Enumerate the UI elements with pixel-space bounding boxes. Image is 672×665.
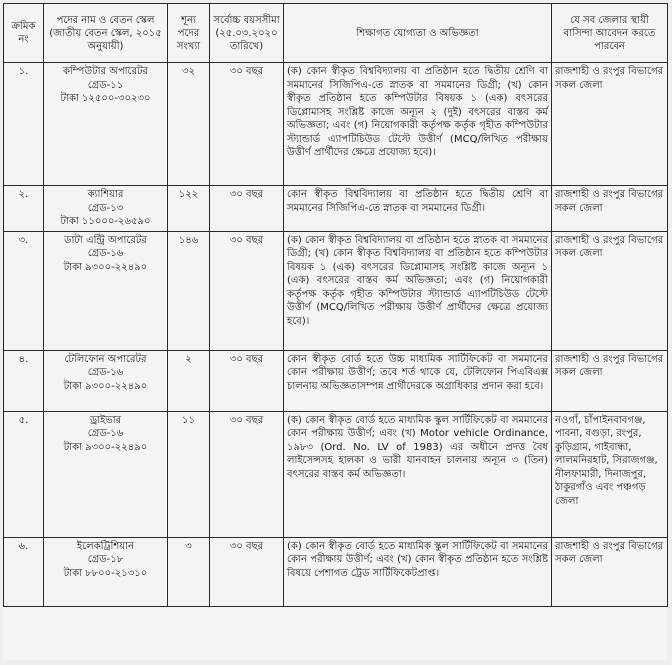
post-name: ক্যাশিয়ার	[87, 189, 124, 200]
post-name: কম্পিউটার অপারেটর	[62, 66, 149, 77]
vacancy-cell: ১২২	[168, 186, 210, 232]
post-name: টেলিফোন অপারেটর	[64, 353, 147, 365]
district-cell: রাজশাহী ও রংপুর বিভাগের সকল জেলা	[552, 350, 668, 411]
header-post: পদের নাম ও বেতন স্কেল (জাতীয় বেতন স্কেল, ২০১৫ অনুযায়ী)	[44, 4, 168, 63]
post-grade: গ্রেড-১১	[87, 79, 124, 91]
serial-cell: ২.	[4, 186, 44, 232]
qualification-cell: (ক) কোন স্বীকৃত বোর্ড হতে মাধ্যমিক স্কুল সার্টিফিকেট বা সমমানের কোন পরীক্ষায় উত্তীর্ণ; এবং (খ) Motor vehicle Ordinance, ১৯৮৩ (Ord. No. LV of 1983) এর অধীনে প্রদত্ত বৈধ লাইসেন্সসহ হালকা ও ভারী যানবাহন চালনায় অন্যূন ৩ (তিন) বৎসরের বাস্তব কর্ম অভিজ্ঞতা।	[284, 411, 552, 537]
post-name: ইলেকট্রিশিয়ান	[76, 540, 135, 552]
serial-cell: ৪.	[4, 350, 44, 411]
pay-scale: টাকা ১২৫০০-৩০২৩০	[60, 93, 151, 104]
header-serial: ক্রমিক নং	[4, 4, 44, 63]
district-cell: রাজশাহী ও রংপুর বিভাগের সকল জেলা	[552, 231, 668, 350]
pay-scale: টাকা ১১০০০-২৬৫৯০	[60, 216, 151, 227]
table-row	[4, 537, 668, 606]
vacancy-cell: ৩	[168, 537, 210, 606]
post-cell	[44, 537, 168, 606]
age-cell: ৩০ বছর	[210, 63, 284, 186]
header-vacancy: শূন্য পদের সংখ্যা	[168, 4, 210, 63]
pay-scale: টাকা ৯৩০০-২২৪৯০	[63, 261, 148, 273]
age-cell: ৩০ বছর	[210, 411, 284, 537]
serial-cell: ৫.	[4, 411, 44, 537]
vacancy-cell: ২	[168, 350, 210, 411]
district-cell: রাজশাহী ও রংপুর বিভাগের সকল জেলা	[552, 63, 668, 186]
age-cell: ৩০ বছর	[210, 231, 284, 350]
pay-scale: টাকা ৯৩০০-২২৪৯০	[63, 441, 148, 453]
age-cell: ৩০ বছর	[210, 186, 284, 232]
qualification-cell: (ক) কোন স্বীকৃত বিশ্ববিদ্যালয় বা প্রতিষ্ঠান হতে দ্বিতীয় শ্রেণি বা সমমানের সিজিপিএ-তে স্নাতক বা সমমানের ডিগ্রী; (খ) কোন স্বীকৃত প্রতিষ্ঠান হতে কম্পিউটার বিষয়ক ১ (এক) বৎসরের ডিপ্লোমাসহ সংশ্লিষ্ট কাজে অন্যূন ২ (দুই) বৎসরের বাস্তব কর্ম অভিজ্ঞতা; এবং (গ) নিয়োগকারী কর্তৃপক্ষ কর্তৃক গৃহীত কম্পিউটার স্ট্যান্ডার্ড এ্যাপটিচিউড টেস্টে উত্তীর্ণ (MCQ/লিখিত পরীক্ষায় উত্তীর্ণ প্রার্থীদের ক্ষেত্রে প্রযোজ্য হবে)।	[284, 63, 552, 186]
pay-scale: টাকা ৯৩০০-২২৪৯০	[63, 380, 148, 392]
serial-cell: ৩.	[4, 231, 44, 350]
table-row	[4, 350, 668, 411]
table-header-row	[4, 4, 668, 63]
table-row	[4, 186, 668, 232]
header-qualification: শিক্ষাগত যোগ্যতা ও অভিজ্ঞতা	[284, 4, 552, 63]
header-age: সর্বোচ্চ বয়সসীমা (২৫.০৩.২০২০ তারিখে)	[210, 4, 284, 63]
qualification-cell: কোন স্বীকৃত বিশ্ববিদ্যালয় বা প্রতিষ্ঠান হতে দ্বিতীয় শ্রেণি বা সমমানের সিজিপিএ-তে স্নাতক বা সমমানের ডিগ্রী।	[284, 186, 552, 232]
qualification-cell: কোন স্বীকৃত বোর্ড হতে উচ্চ মাধ্যমিক সার্টিফিকেট বা সমমানের কোন পরীক্ষায় উত্তীর্ণ; তবে শর্ত থাকে যে, টেলিফোন পিএবিএক্স চালনায় অভিজ্ঞতাসম্পন্ন প্রার্থীদেরকে অগ্রাধিকার প্রদান করা হবে।	[284, 350, 552, 411]
district-cell: রাজশাহী ও রংপুর বিভাগের সকল জেলা	[552, 186, 668, 232]
post-cell	[44, 350, 168, 411]
vacancy-table	[3, 3, 668, 607]
post-cell	[44, 63, 168, 186]
vacancy-cell: ১৪৬	[168, 231, 210, 350]
age-cell: ৩০ বছর	[210, 537, 284, 606]
post-grade: গ্রেড-১৮	[87, 554, 124, 565]
post-grade: গ্রেড-১৬	[87, 248, 124, 259]
recruitment-table-sheet	[3, 3, 667, 660]
district-cell: রাজশাহী ও রংপুর বিভাগের সকল জেলা	[552, 537, 668, 606]
pay-scale: টাকা ৮৮০০-২১৩১০	[63, 567, 148, 579]
vacancy-cell: ১১	[168, 411, 210, 537]
post-name: ড্রাইভার	[89, 414, 122, 426]
vacancy-cell: ৩২	[168, 63, 210, 186]
table-row	[4, 63, 668, 186]
qualification-cell: (ক) কোন স্বীকৃত বিশ্ববিদ্যালয় বা প্রতিষ্ঠান হতে স্নাতক বা সমমানের ডিগ্রী; (খ) কোন স্বীকৃত বিশ্ববিদ্যালয় বা প্রতিষ্ঠান হতে কম্পিউটার বিষয়ক ১ (এক) বৎসরের ডিপ্লোমাসহ সংশ্লিষ্ট কাজে অন্যূন ১ (এক) বৎসরের বাস্তব কর্ম অভিজ্ঞতা; এবং (গ) নিয়োগকারী কর্তৃপক্ষ কর্তৃক গৃহীত কম্পিউটার স্ট্যান্ডার্ড এ্যাপটিচিউড টেস্টে উত্তীর্ণ (MCQ/লিখিত পরীক্ষায় উত্তীর্ণ প্রার্থীদের ক্ষেত্রে প্রযোজ্য হবে)।	[284, 231, 552, 350]
post-cell	[44, 186, 168, 232]
post-grade: গ্রেড-১৬	[87, 367, 124, 378]
age-cell: ৩০ বছর	[210, 350, 284, 411]
serial-cell: ১.	[4, 63, 44, 186]
post-grade: গ্রেড-১৬	[87, 428, 124, 439]
post-cell	[44, 231, 168, 350]
post-grade: গ্রেড-১৩	[87, 202, 124, 214]
qualification-cell: (ক) কোন স্বীকৃত বোর্ড হতে মাধ্যমিক স্কুল সার্টিফিকেট বা সমমানের কোন পরীক্ষায় উত্তীর্ণ; এবং (খ) কোন স্বীকৃত প্রতিষ্ঠান হতে সংশ্লিষ্ট বিষয়ে পেশাগত ট্রেড সার্টিফিকেটপ্রাপ্ত।	[284, 537, 552, 606]
table-row	[4, 231, 668, 350]
post-cell	[44, 411, 168, 537]
serial-cell: ৬.	[4, 537, 44, 606]
district-cell: নওগাঁ, চাঁপাইনবাবগঞ্জ, পাবনা, বগুড়া, রংপুর, কুড়িগ্রাম, গাইবান্ধা, লালমনিরহাট, সিরাজগঞ্জ, নীলফামারী, দিনাজপুর, ঠাকুরগাঁও এবং পঞ্চগড় জেলা	[552, 411, 668, 537]
table-row	[4, 411, 668, 537]
post-name: ডাটা এন্ট্রি অপারেটর	[64, 234, 147, 246]
header-district: যে সব জেলার স্থায়ী বাসিন্দা আবেদন করতে পারবেন	[552, 4, 668, 63]
